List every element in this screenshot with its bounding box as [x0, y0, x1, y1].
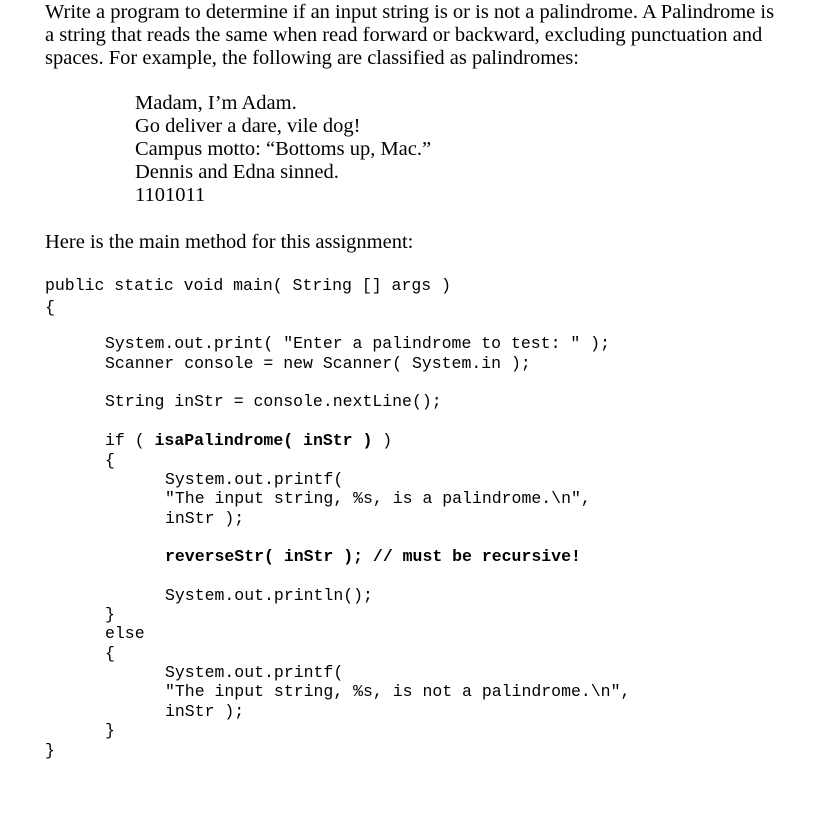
code-else-close-brace: }: [105, 721, 115, 740]
description-line-3: spaces. For example, the following are classified as palindromes:: [45, 47, 579, 69]
code-if-suffix: ): [382, 431, 393, 450]
code-printf-call-2: System.out.printf(: [165, 663, 344, 682]
code-close-brace: }: [45, 741, 55, 760]
code-reverse-call: reverseStr( inStr ); // must be recursive!: [165, 547, 581, 566]
code-if-prefix: if (: [105, 431, 155, 450]
code-printf-format-is: "The input string, %s, is a palindrome.\n",: [165, 489, 591, 508]
code-else-open-brace: {: [105, 644, 115, 663]
description-line-2: a string that reads the same when read forward or backward, excluding punctuation and: [45, 24, 763, 46]
code-if-close-brace: }: [105, 605, 115, 624]
code-printf-format-not: "The input string, %s, is not a palindrome.\n",: [165, 682, 631, 701]
code-print-prompt: System.out.print( "Enter a palindrome to test: " );: [105, 334, 610, 353]
main-method-intro: Here is the main method for this assignment:: [45, 231, 414, 253]
example-item: Go deliver a dare, vile dog!: [135, 115, 361, 137]
assignment-description: [45, 1, 825, 70]
code-println-call: System.out.println();: [165, 586, 373, 605]
code-printf-call: System.out.printf(: [165, 470, 344, 489]
code-signature: public static void main( String [] args ): [45, 276, 451, 295]
code-else-keyword: else: [105, 624, 145, 643]
code-read-line: String inStr = console.nextLine();: [105, 392, 442, 411]
palindrome-examples: [135, 92, 431, 207]
code-if-statement: [105, 431, 392, 451]
code-printf-arg-2: inStr );: [165, 702, 245, 721]
code-if-open-brace: {: [105, 451, 115, 470]
code-if-condition: isaPalindrome( inStr ): [154, 431, 383, 450]
code-scanner-line: Scanner console = new Scanner( System.in );: [105, 354, 531, 373]
example-item: Campus motto: “Bottoms up, Mac.”: [135, 138, 432, 160]
example-item: Madam, I’m Adam.: [135, 92, 297, 114]
code-open-brace: {: [45, 298, 55, 317]
code-printf-arg: inStr );: [165, 509, 245, 528]
example-item: Dennis and Edna sinned.: [135, 161, 339, 183]
example-item: 1101011: [135, 184, 206, 206]
description-line-1: Write a program to determine if an input string is or is not a palindrome. A Palindrome is: [45, 1, 775, 23]
